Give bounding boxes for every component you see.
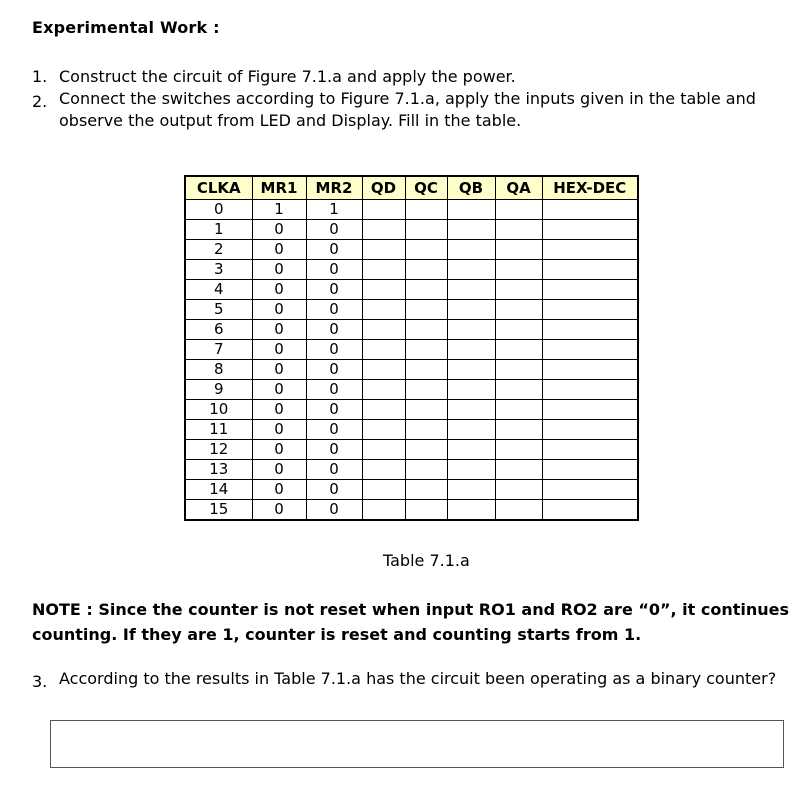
table-cell-mr1: 0 — [252, 460, 306, 480]
table-cell-mr2: 0 — [306, 400, 362, 420]
table-cell-clka: 9 — [185, 380, 252, 400]
table-row — [185, 260, 638, 280]
table-cell-mr2: 0 — [306, 220, 362, 240]
table-row — [185, 360, 638, 380]
table-cell-clka: 12 — [185, 440, 252, 460]
table-cell-qd[interactable] — [362, 480, 405, 500]
table-cell-mr2: 0 — [306, 360, 362, 380]
table-cell-clka: 15 — [185, 500, 252, 521]
table-cell-clka: 6 — [185, 320, 252, 340]
table-cell-mr1: 0 — [252, 280, 306, 300]
table-cell-hex-dec[interactable] — [542, 220, 638, 240]
table-cell-qd[interactable] — [362, 280, 405, 300]
table-cell-qa[interactable] — [495, 240, 542, 260]
table-cell-hex-dec[interactable] — [542, 240, 638, 260]
table-cell-clka: 11 — [185, 420, 252, 440]
step-2-text: Connect the switches according to Figure 7.1.a, apply the inputs given in the table and observe the output from LED and Display. Fill in the table. — [59, 89, 756, 130]
table-row — [185, 220, 638, 240]
table-cell-qd[interactable] — [362, 240, 405, 260]
column-header-qa: QA — [495, 176, 542, 200]
table-cell-qa[interactable] — [495, 380, 542, 400]
table-cell-qd[interactable] — [362, 200, 405, 220]
table-cell-qc[interactable] — [405, 260, 447, 280]
table-cell-mr1: 0 — [252, 400, 306, 420]
table-cell-qc[interactable] — [405, 240, 447, 260]
column-header-qb: QB — [447, 176, 495, 200]
table-cell-hex-dec[interactable] — [542, 480, 638, 500]
table-header-row — [185, 176, 638, 200]
table-row — [185, 200, 638, 220]
column-header-mr1: MR1 — [252, 176, 306, 200]
step-3-text: According to the results in Table 7.1.a has the circuit been operating as a binary counter? — [59, 669, 777, 688]
table-cell-qd[interactable] — [362, 420, 405, 440]
table-cell-mr1: 0 — [252, 300, 306, 320]
table-cell-qa[interactable] — [495, 460, 542, 480]
table-cell-qc[interactable] — [405, 380, 447, 400]
counter-table — [184, 175, 639, 521]
table-row — [185, 440, 638, 460]
table-cell-hex-dec[interactable] — [542, 440, 638, 460]
step-1 — [32, 66, 792, 88]
table-cell-qc[interactable] — [405, 340, 447, 360]
column-header-qc: QC — [405, 176, 447, 200]
table-row — [185, 300, 638, 320]
step-3-number: 3. — [32, 672, 48, 691]
table-cell-mr2: 0 — [306, 480, 362, 500]
table-cell-qb[interactable] — [447, 200, 495, 220]
table-cell-hex-dec[interactable] — [542, 200, 638, 220]
table-cell-clka: 13 — [185, 460, 252, 480]
table-cell-mr1: 0 — [252, 360, 306, 380]
table-cell-qd[interactable] — [362, 340, 405, 360]
table-cell-hex-dec[interactable] — [542, 380, 638, 400]
table-cell-qb[interactable] — [447, 420, 495, 440]
table-cell-qb[interactable] — [447, 320, 495, 340]
table-cell-mr2: 0 — [306, 320, 362, 340]
table-row — [185, 340, 638, 360]
table-cell-qd[interactable] — [362, 320, 405, 340]
step-2 — [32, 88, 792, 132]
table-cell-qc[interactable] — [405, 200, 447, 220]
table-row — [185, 240, 638, 260]
note-text: NOTE : Since the counter is not reset when input RO1 and RO2 are “0”, it continues counting. If they are 1, counter is reset and counting starts from 1. — [32, 600, 790, 644]
table-cell-qd[interactable] — [362, 500, 405, 521]
step-1-text: Construct the circuit of Figure 7.1.a and apply the power. — [59, 67, 516, 86]
table-cell-qb[interactable] — [447, 460, 495, 480]
table-cell-qd[interactable] — [362, 400, 405, 420]
table-cell-mr1: 0 — [252, 240, 306, 260]
table-cell-qa[interactable] — [495, 260, 542, 280]
table-cell-clka: 14 — [185, 480, 252, 500]
table-cell-mr2: 0 — [306, 300, 362, 320]
table-cell-qd[interactable] — [362, 300, 405, 320]
table-row — [185, 280, 638, 300]
table-cell-qd[interactable] — [362, 380, 405, 400]
table-cell-mr2: 0 — [306, 240, 362, 260]
table-cell-clka: 8 — [185, 360, 252, 380]
table-cell-qa[interactable] — [495, 340, 542, 360]
table-cell-mr2: 1 — [306, 200, 362, 220]
table-cell-hex-dec[interactable] — [542, 360, 638, 380]
table-cell-qc[interactable] — [405, 320, 447, 340]
table-cell-hex-dec[interactable] — [542, 460, 638, 480]
table-cell-clka: 7 — [185, 340, 252, 360]
table-cell-hex-dec[interactable] — [542, 300, 638, 320]
table-cell-qd[interactable] — [362, 220, 405, 240]
table-row — [185, 320, 638, 340]
table-row — [185, 400, 638, 420]
table-cell-qa[interactable] — [495, 360, 542, 380]
table-cell-qb[interactable] — [447, 380, 495, 400]
table-cell-qb[interactable] — [447, 480, 495, 500]
table-caption: Table 7.1.a — [383, 551, 470, 570]
table-cell-mr2: 0 — [306, 500, 362, 521]
table-cell-qc[interactable] — [405, 360, 447, 380]
table-cell-qa[interactable] — [495, 300, 542, 320]
table-row — [185, 460, 638, 480]
table-cell-qd[interactable] — [362, 460, 405, 480]
table-cell-qa[interactable] — [495, 500, 542, 521]
table-cell-qa[interactable] — [495, 480, 542, 500]
table-cell-qb[interactable] — [447, 260, 495, 280]
table-cell-qc[interactable] — [405, 460, 447, 480]
step-2-number: 2. — [32, 92, 48, 111]
table-cell-qc[interactable] — [405, 300, 447, 320]
table-cell-qb[interactable] — [447, 440, 495, 460]
table-cell-qd[interactable] — [362, 440, 405, 460]
table-cell-mr2: 0 — [306, 340, 362, 360]
table-cell-qa[interactable] — [495, 420, 542, 440]
table-cell-mr2: 0 — [306, 460, 362, 480]
table-cell-hex-dec[interactable] — [542, 340, 638, 360]
table-cell-clka: 3 — [185, 260, 252, 280]
table-cell-qc[interactable] — [405, 400, 447, 420]
table-cell-qc[interactable] — [405, 500, 447, 521]
table-cell-mr2: 0 — [306, 380, 362, 400]
step-1-number: 1. — [32, 67, 48, 86]
table-row — [185, 380, 638, 400]
table-cell-hex-dec[interactable] — [542, 260, 638, 280]
table-cell-qb[interactable] — [447, 340, 495, 360]
table-cell-qc[interactable] — [405, 420, 447, 440]
table-cell-qb[interactable] — [447, 360, 495, 380]
column-header-mr2: MR2 — [306, 176, 362, 200]
table-cell-mr1: 0 — [252, 380, 306, 400]
table-cell-qb[interactable] — [447, 400, 495, 420]
section-heading: Experimental Work : — [32, 18, 220, 37]
table-cell-qc[interactable] — [405, 280, 447, 300]
column-header-qd: QD — [362, 176, 405, 200]
table-cell-clka: 1 — [185, 220, 252, 240]
table-body — [185, 200, 638, 521]
table-cell-mr1: 0 — [252, 420, 306, 440]
table-cell-qb[interactable] — [447, 300, 495, 320]
table-cell-mr1: 0 — [252, 320, 306, 340]
answer-box[interactable] — [50, 720, 784, 768]
table-cell-qd[interactable] — [362, 260, 405, 280]
table-cell-qa[interactable] — [495, 280, 542, 300]
table-cell-qb[interactable] — [447, 220, 495, 240]
table-cell-qa[interactable] — [495, 440, 542, 460]
table-cell-mr1: 0 — [252, 340, 306, 360]
table-cell-qd[interactable] — [362, 360, 405, 380]
table-cell-hex-dec[interactable] — [542, 400, 638, 420]
column-header-clka: CLKA — [185, 176, 252, 200]
table-cell-clka: 0 — [185, 200, 252, 220]
table-row — [185, 480, 638, 500]
table-cell-qa[interactable] — [495, 400, 542, 420]
table-cell-clka: 10 — [185, 400, 252, 420]
table-cell-qb[interactable] — [447, 280, 495, 300]
table-cell-clka: 5 — [185, 300, 252, 320]
table-cell-hex-dec[interactable] — [542, 280, 638, 300]
table-cell-qa[interactable] — [495, 200, 542, 220]
table-cell-mr1: 0 — [252, 500, 306, 521]
table-row — [185, 420, 638, 440]
step-3 — [32, 668, 792, 690]
table-cell-hex-dec[interactable] — [542, 320, 638, 340]
table-cell-mr1: 0 — [252, 480, 306, 500]
column-header-hex-dec: HEX-DEC — [542, 176, 638, 200]
table-cell-hex-dec[interactable] — [542, 500, 638, 521]
table-cell-mr2: 0 — [306, 260, 362, 280]
table-cell-qa[interactable] — [495, 320, 542, 340]
table-cell-mr2: 0 — [306, 440, 362, 460]
table-cell-qa[interactable] — [495, 220, 542, 240]
table-cell-mr1: 0 — [252, 260, 306, 280]
table-cell-mr1: 1 — [252, 200, 306, 220]
table-cell-clka: 2 — [185, 240, 252, 260]
table-cell-mr1: 0 — [252, 220, 306, 240]
table-cell-qc[interactable] — [405, 220, 447, 240]
table-row — [185, 500, 638, 521]
table-cell-qc[interactable] — [405, 480, 447, 500]
table-cell-qc[interactable] — [405, 440, 447, 460]
table-cell-qb[interactable] — [447, 240, 495, 260]
table-cell-mr2: 0 — [306, 420, 362, 440]
table-cell-hex-dec[interactable] — [542, 420, 638, 440]
table-cell-qb[interactable] — [447, 500, 495, 521]
table-cell-clka: 4 — [185, 280, 252, 300]
table-cell-mr1: 0 — [252, 440, 306, 460]
table-cell-mr2: 0 — [306, 280, 362, 300]
